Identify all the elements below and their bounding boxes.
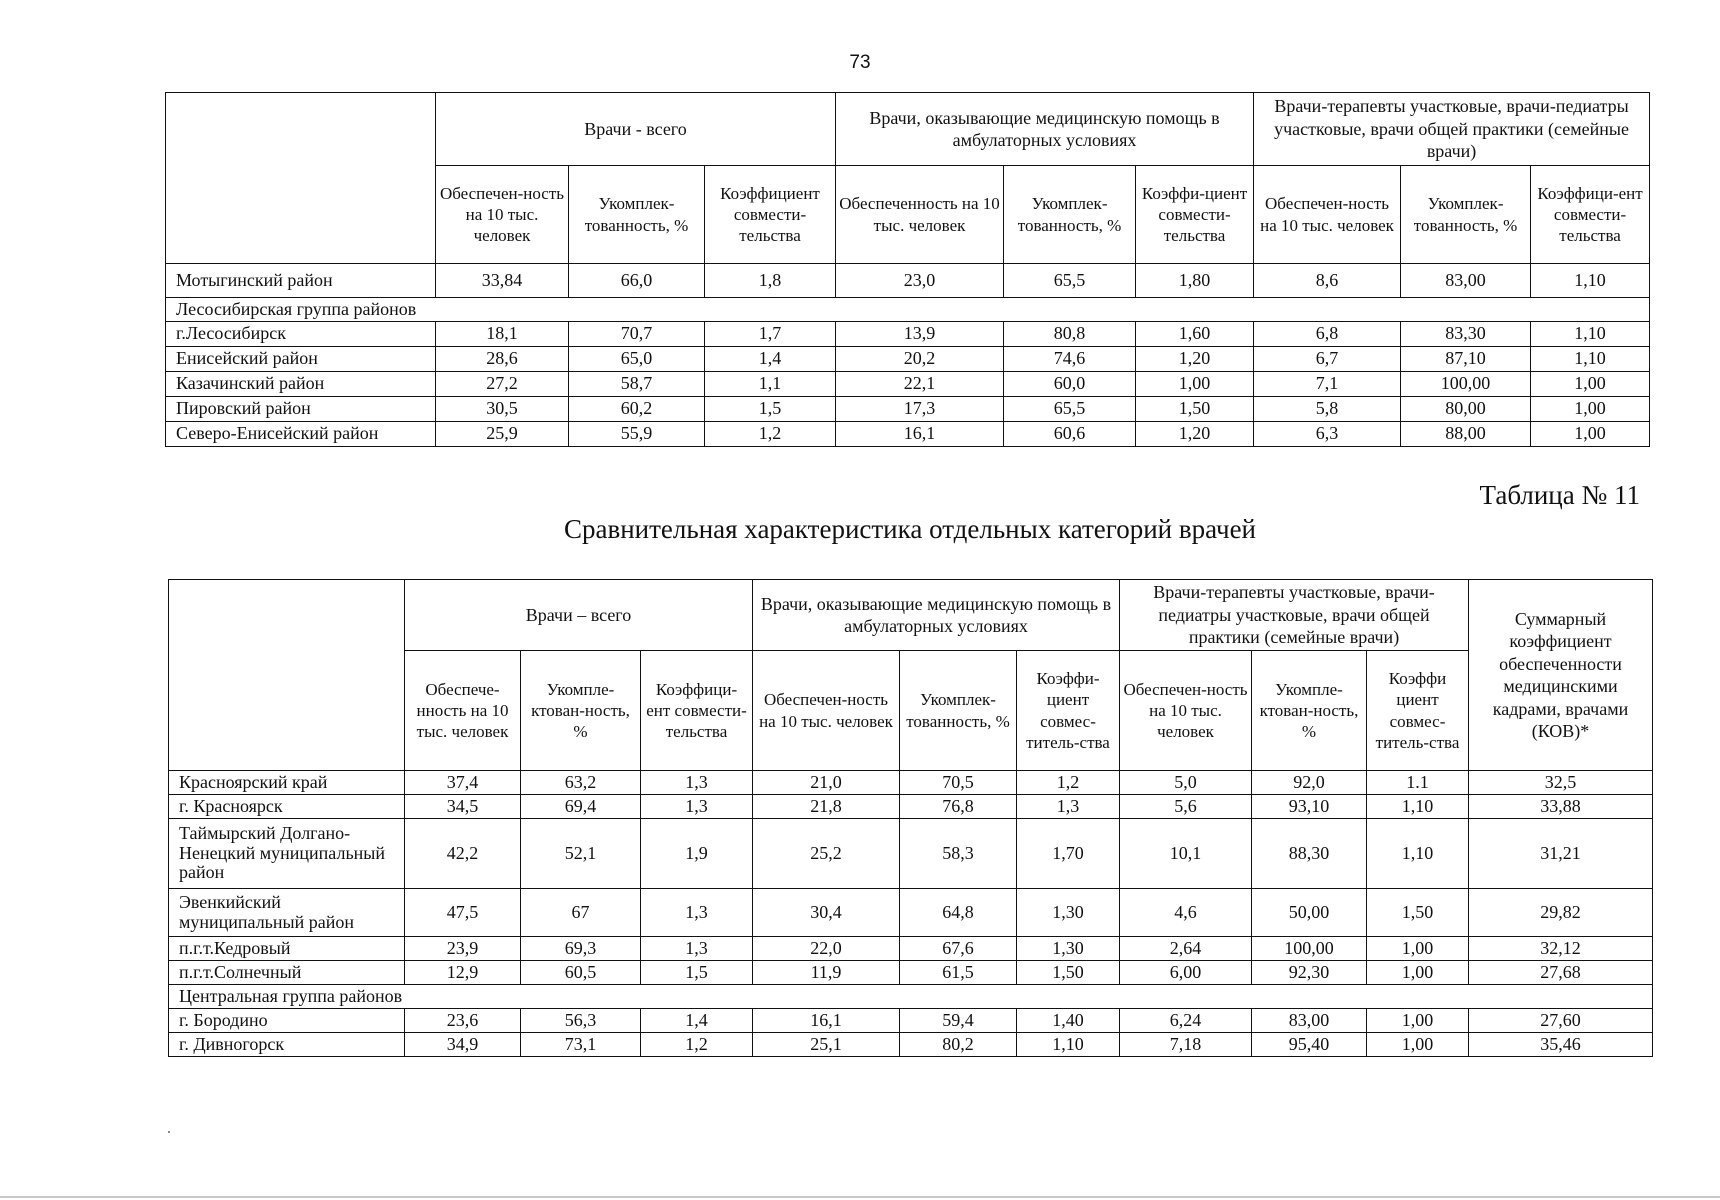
cell: 73,1 bbox=[521, 1033, 641, 1057]
cell: 25,9 bbox=[436, 422, 569, 447]
cell: 1,20 bbox=[1136, 422, 1254, 447]
cell: 1,5 bbox=[641, 961, 753, 985]
column-header: Обеспеченность на 10 тыс. человек bbox=[836, 166, 1004, 264]
column-header: Укомплек-тованность, % bbox=[1401, 166, 1531, 264]
cell: 6,8 bbox=[1254, 322, 1401, 347]
cell: 1,3 bbox=[641, 771, 753, 795]
cell: 100,00 bbox=[1252, 937, 1367, 961]
cell: 1,60 bbox=[1136, 322, 1254, 347]
row-label: г. Бородино bbox=[169, 1009, 405, 1033]
cell: 1.1 bbox=[1367, 771, 1469, 795]
table-row bbox=[169, 889, 1653, 937]
cell: 66,0 bbox=[569, 264, 705, 298]
column-header: Коэффи циент совмес-титель-ства bbox=[1367, 651, 1469, 771]
section-row bbox=[169, 985, 1653, 1009]
column-header: Обеспечен-ность на 10 тыс. человек bbox=[1254, 166, 1401, 264]
cell: 16,1 bbox=[753, 1009, 900, 1033]
cell: 7,18 bbox=[1120, 1033, 1252, 1057]
cell: 27,60 bbox=[1469, 1009, 1653, 1033]
header-corner bbox=[169, 580, 405, 771]
cell: 16,1 bbox=[836, 422, 1004, 447]
cell: 1,3 bbox=[641, 795, 753, 819]
table-row bbox=[169, 771, 1653, 795]
cell: 1,00 bbox=[1136, 372, 1254, 397]
cell: 30,4 bbox=[753, 889, 900, 937]
cell: 80,8 bbox=[1004, 322, 1136, 347]
cell: 1,1 bbox=[705, 372, 836, 397]
cell: 70,5 bbox=[900, 771, 1017, 795]
cell: 87,10 bbox=[1401, 347, 1531, 372]
cell: 21,0 bbox=[753, 771, 900, 795]
cell: 17,3 bbox=[836, 397, 1004, 422]
table-row bbox=[169, 795, 1653, 819]
row-label: п.г.т.Кедровый bbox=[169, 937, 405, 961]
row-label: г. Дивногорск bbox=[169, 1033, 405, 1057]
cell: 22,1 bbox=[836, 372, 1004, 397]
column-header: Коэффици-ент совмести-тельства bbox=[1531, 166, 1650, 264]
row-label: Северо-Енисейский район bbox=[166, 422, 436, 447]
cell: 22,0 bbox=[753, 937, 900, 961]
cell: 33,84 bbox=[436, 264, 569, 298]
cell: 69,3 bbox=[521, 937, 641, 961]
cell: 83,00 bbox=[1252, 1009, 1367, 1033]
cell: 1,8 bbox=[705, 264, 836, 298]
cell: 35,46 bbox=[1469, 1033, 1653, 1057]
cell: 92,30 bbox=[1252, 961, 1367, 985]
cell: 6,00 bbox=[1120, 961, 1252, 985]
page-number: 73 bbox=[849, 52, 871, 73]
cell: 58,3 bbox=[900, 819, 1017, 889]
cell: 1,30 bbox=[1017, 889, 1120, 937]
cell: 67,6 bbox=[900, 937, 1017, 961]
cell: 65,5 bbox=[1004, 397, 1136, 422]
cell: 67 bbox=[521, 889, 641, 937]
cell: 1,2 bbox=[705, 422, 836, 447]
cell: 1,3 bbox=[641, 937, 753, 961]
cell: 10,1 bbox=[1120, 819, 1252, 889]
section-label: Центральная группа районов bbox=[169, 985, 1653, 1009]
column-header: Укомплек-тованность, % bbox=[569, 166, 705, 264]
cell: 25,2 bbox=[753, 819, 900, 889]
cell: 1,3 bbox=[641, 889, 753, 937]
row-label: Красноярский край bbox=[169, 771, 405, 795]
row-label: п.г.т.Солнечный bbox=[169, 961, 405, 985]
group-header: Врачи, оказывающие медицинскую помощь в амбулаторных условиях bbox=[836, 93, 1254, 166]
column-header: Укомплек-тованность, % bbox=[1004, 166, 1136, 264]
cell: 6,24 bbox=[1120, 1009, 1252, 1033]
scan-speck bbox=[168, 1131, 170, 1133]
row-label: Пировский район bbox=[166, 397, 436, 422]
cell: 92,0 bbox=[1252, 771, 1367, 795]
cell: 4,6 bbox=[1120, 889, 1252, 937]
cell: 80,2 bbox=[900, 1033, 1017, 1057]
cell: 1,50 bbox=[1367, 889, 1469, 937]
cell: 74,6 bbox=[1004, 347, 1136, 372]
column-header: Коэффициент совмести-тельства bbox=[705, 166, 836, 264]
header-corner bbox=[166, 93, 436, 264]
cell: 61,5 bbox=[900, 961, 1017, 985]
cell: 1,10 bbox=[1367, 819, 1469, 889]
cell: 65,0 bbox=[569, 347, 705, 372]
cell: 1,00 bbox=[1531, 397, 1650, 422]
cell: 1,00 bbox=[1367, 1009, 1469, 1033]
table-row bbox=[169, 937, 1653, 961]
cell: 1,70 bbox=[1017, 819, 1120, 889]
cell: 23,9 bbox=[405, 937, 521, 961]
cell: 21,8 bbox=[753, 795, 900, 819]
cell: 5,8 bbox=[1254, 397, 1401, 422]
cell: 1,00 bbox=[1531, 422, 1650, 447]
cell: 37,4 bbox=[405, 771, 521, 795]
group-header: Врачи – всего bbox=[405, 580, 753, 651]
cell: 1,5 bbox=[705, 397, 836, 422]
cell: 6,7 bbox=[1254, 347, 1401, 372]
row-label: Мотыгинский район bbox=[166, 264, 436, 298]
table-row bbox=[166, 372, 1650, 397]
cell: 64,8 bbox=[900, 889, 1017, 937]
cell: 55,9 bbox=[569, 422, 705, 447]
cell: 34,5 bbox=[405, 795, 521, 819]
cell: 80,00 bbox=[1401, 397, 1531, 422]
cell: 60,2 bbox=[569, 397, 705, 422]
column-header: Обеспече-нность на 10 тыс. человек bbox=[405, 651, 521, 771]
cell: 23,6 bbox=[405, 1009, 521, 1033]
column-header: Укомплек-тованность, % bbox=[900, 651, 1017, 771]
cell: 20,2 bbox=[836, 347, 1004, 372]
column-header: Коэффи-циент совмес-титель-ства bbox=[1017, 651, 1120, 771]
table-row bbox=[166, 322, 1650, 347]
group-header: Врачи, оказывающие медицинскую помощь в амбулаторных условиях bbox=[753, 580, 1120, 651]
cell: 23,0 bbox=[836, 264, 1004, 298]
row-label: Эвенкийский муниципальный район bbox=[169, 889, 405, 937]
cell: 1,2 bbox=[1017, 771, 1120, 795]
cell: 34,9 bbox=[405, 1033, 521, 1057]
column-header: Укомпле-ктован-ность, % bbox=[1252, 651, 1367, 771]
row-label: Казачинский район bbox=[166, 372, 436, 397]
cell: 100,00 bbox=[1401, 372, 1531, 397]
table-row bbox=[166, 264, 1650, 298]
column-header: Коэффи-циент совмести-тельства bbox=[1136, 166, 1254, 264]
section-row bbox=[166, 298, 1650, 322]
table-top bbox=[165, 92, 1650, 447]
cell: 65,5 bbox=[1004, 264, 1136, 298]
cell: 83,00 bbox=[1401, 264, 1531, 298]
table-title: Сравнительная характеристика отдельных категорий врачей bbox=[563, 514, 1257, 544]
cell: 1,30 bbox=[1017, 937, 1120, 961]
cell: 31,21 bbox=[1469, 819, 1653, 889]
table-row bbox=[166, 422, 1650, 447]
cell: 1,40 bbox=[1017, 1009, 1120, 1033]
cell: 60,0 bbox=[1004, 372, 1136, 397]
cell: 1,3 bbox=[1017, 795, 1120, 819]
cell: 27,68 bbox=[1469, 961, 1653, 985]
scan-edge-line bbox=[0, 1196, 1720, 1198]
cell: 1,80 bbox=[1136, 264, 1254, 298]
row-label: Таймырский Долгано-Ненецкий муниципальный район bbox=[169, 819, 405, 889]
cell: 29,82 bbox=[1469, 889, 1653, 937]
row-label: г. Красноярск bbox=[169, 795, 405, 819]
cell: 1,2 bbox=[641, 1033, 753, 1057]
cell: 6,3 bbox=[1254, 422, 1401, 447]
table-row bbox=[166, 347, 1650, 372]
cell: 50,00 bbox=[1252, 889, 1367, 937]
cell: 2,64 bbox=[1120, 937, 1252, 961]
table-row bbox=[166, 397, 1650, 422]
cell: 1,10 bbox=[1367, 795, 1469, 819]
cell: 33,88 bbox=[1469, 795, 1653, 819]
cell: 8,6 bbox=[1254, 264, 1401, 298]
table-row bbox=[169, 961, 1653, 985]
cell: 1,00 bbox=[1367, 1033, 1469, 1057]
cell: 1,10 bbox=[1531, 264, 1650, 298]
group-header: Врачи - всего bbox=[436, 93, 836, 166]
cell: 1,10 bbox=[1531, 347, 1650, 372]
cell: 1,50 bbox=[1017, 961, 1120, 985]
cell: 1,20 bbox=[1136, 347, 1254, 372]
group-header: Врачи-терапевты участковые, врачи-педиатры участковые, врачи общей практики (семейные врачи) bbox=[1254, 93, 1650, 166]
table-row bbox=[169, 1033, 1653, 1057]
cell: 59,4 bbox=[900, 1009, 1017, 1033]
column-header: Обеспечен-ность на 10 тыс. человек bbox=[753, 651, 900, 771]
cell: 88,30 bbox=[1252, 819, 1367, 889]
cell: 5,6 bbox=[1120, 795, 1252, 819]
column-header: Обеспечен-ность на 10 тыс. человек bbox=[436, 166, 569, 264]
column-header: Укомпле-ктован-ность, % bbox=[521, 651, 641, 771]
cell: 32,5 bbox=[1469, 771, 1653, 795]
cell: 13,9 bbox=[836, 322, 1004, 347]
cell: 1,4 bbox=[705, 347, 836, 372]
table-bottom bbox=[168, 579, 1653, 1057]
cell: 83,30 bbox=[1401, 322, 1531, 347]
table-caption: Таблица № 11 bbox=[1479, 480, 1640, 510]
cell: 56,3 bbox=[521, 1009, 641, 1033]
cell: 32,12 bbox=[1469, 937, 1653, 961]
cell: 12,9 bbox=[405, 961, 521, 985]
cell: 1,00 bbox=[1367, 961, 1469, 985]
cell: 42,2 bbox=[405, 819, 521, 889]
row-label: г.Лесосибирск bbox=[166, 322, 436, 347]
cell: 27,2 bbox=[436, 372, 569, 397]
summary-header: Суммарный коэффициент обеспеченности медицинскими кадрами, врачами (КОВ)* bbox=[1469, 580, 1653, 771]
cell: 95,40 bbox=[1252, 1033, 1367, 1057]
cell: 76,8 bbox=[900, 795, 1017, 819]
cell: 47,5 bbox=[405, 889, 521, 937]
cell: 60,6 bbox=[1004, 422, 1136, 447]
group-header: Врачи-терапевты участковые, врачи-педиатры участковые, врачи общей практики (семейные врачи) bbox=[1120, 580, 1469, 651]
cell: 52,1 bbox=[521, 819, 641, 889]
cell: 63,2 bbox=[521, 771, 641, 795]
cell: 1,10 bbox=[1017, 1033, 1120, 1057]
column-header: Коэффици-ент совмести-тельства bbox=[641, 651, 753, 771]
cell: 1,00 bbox=[1367, 937, 1469, 961]
row-label: Енисейский район bbox=[166, 347, 436, 372]
cell: 28,6 bbox=[436, 347, 569, 372]
cell: 1,7 bbox=[705, 322, 836, 347]
cell: 25,1 bbox=[753, 1033, 900, 1057]
table-row bbox=[169, 1009, 1653, 1033]
section-label: Лесосибирская группа районов bbox=[166, 298, 1650, 322]
cell: 93,10 bbox=[1252, 795, 1367, 819]
cell: 60,5 bbox=[521, 961, 641, 985]
cell: 1,10 bbox=[1531, 322, 1650, 347]
cell: 1,4 bbox=[641, 1009, 753, 1033]
cell: 11,9 bbox=[753, 961, 900, 985]
cell: 5,0 bbox=[1120, 771, 1252, 795]
cell: 30,5 bbox=[436, 397, 569, 422]
cell: 1,9 bbox=[641, 819, 753, 889]
table-row bbox=[169, 819, 1653, 889]
cell: 70,7 bbox=[569, 322, 705, 347]
column-header: Обеспечен-ность на 10 тыс. человек bbox=[1120, 651, 1252, 771]
cell: 88,00 bbox=[1401, 422, 1531, 447]
cell: 69,4 bbox=[521, 795, 641, 819]
cell: 18,1 bbox=[436, 322, 569, 347]
cell: 58,7 bbox=[569, 372, 705, 397]
cell: 1,00 bbox=[1531, 372, 1650, 397]
cell: 1,50 bbox=[1136, 397, 1254, 422]
cell: 7,1 bbox=[1254, 372, 1401, 397]
